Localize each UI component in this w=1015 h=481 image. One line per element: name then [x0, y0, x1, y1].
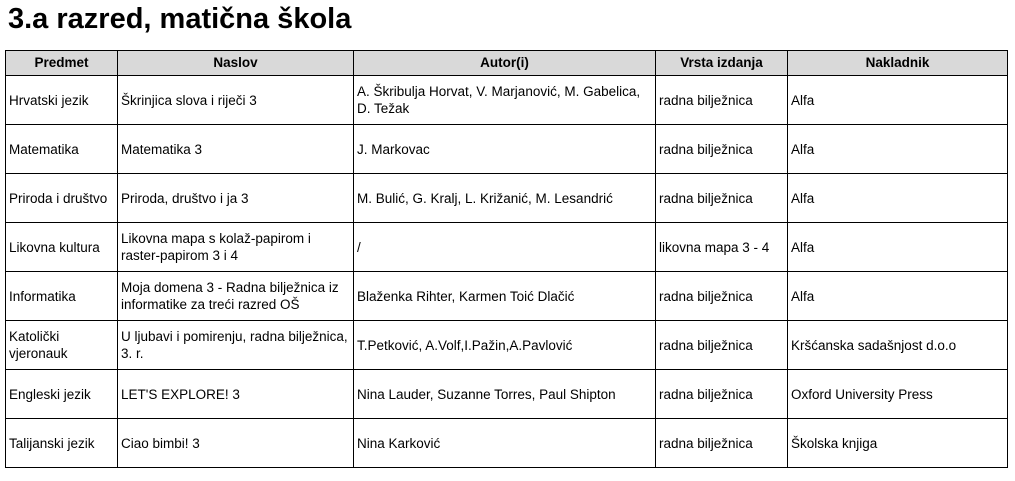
cell-naslov: LET'S EXPLORE! 3: [118, 370, 354, 419]
table-row: [6, 223, 1008, 272]
cell-naslov: Likovna mapa s kolaž-papirom i raster-papirom 3 i 4: [118, 223, 354, 272]
cell-vrsta-izdanja: radna bilježnica: [656, 174, 788, 223]
cell-autori: M. Bulić, G. Kralj, L. Križanić, M. Lesandrić: [354, 174, 656, 223]
cell-autori: A. Škribulja Horvat, V. Marjanović, M. Gabelica, D. Težak: [354, 76, 656, 125]
cell-naslov: Priroda, društvo i ja 3: [118, 174, 354, 223]
cell-predmet: Matematika: [6, 125, 118, 174]
table-row: [6, 76, 1008, 125]
cell-nakladnik: Alfa: [788, 125, 1008, 174]
cell-predmet: Katolički vjeronauk: [6, 321, 118, 370]
cell-naslov: Moja domena 3 - Radna bilježnica iz informatike za treći razred OŠ: [118, 272, 354, 321]
cell-autori: Blaženka Rihter, Karmen Toić Dlačić: [354, 272, 656, 321]
header-row: [6, 51, 1008, 76]
cell-nakladnik: Alfa: [788, 272, 1008, 321]
cell-predmet: Talijanski jezik: [6, 419, 118, 468]
cell-nakladnik: Alfa: [788, 223, 1008, 272]
cell-nakladnik: Alfa: [788, 174, 1008, 223]
page-title: 3.a razred, matična škola: [8, 3, 352, 35]
cell-autori: T.Petković, A.Volf,I.Pažin,A.Pavlović: [354, 321, 656, 370]
cell-vrsta-izdanja: radna bilježnica: [656, 125, 788, 174]
cell-vrsta-izdanja: radna bilježnica: [656, 419, 788, 468]
cell-predmet: Hrvatski jezik: [6, 76, 118, 125]
cell-autori: /: [354, 223, 656, 272]
table-row: [6, 125, 1008, 174]
cell-naslov: U ljubavi i pomirenju, radna bilježnica, 3. r.: [118, 321, 354, 370]
cell-nakladnik: Školska knjiga: [788, 419, 1008, 468]
cell-nakladnik: Oxford University Press: [788, 370, 1008, 419]
cell-autori: J. Markovac: [354, 125, 656, 174]
header-autori: Autor(i): [354, 51, 656, 76]
cell-predmet: Engleski jezik: [6, 370, 118, 419]
header-predmet: Predmet: [6, 51, 118, 76]
cell-naslov: Ciao bimbi! 3: [118, 419, 354, 468]
table-row: [6, 370, 1008, 419]
header-vrsta-izdanja: Vrsta izdanja: [656, 51, 788, 76]
cell-autori: Nina Lauder, Suzanne Torres, Paul Shipton: [354, 370, 656, 419]
header-nakladnik: Nakladnik: [788, 51, 1008, 76]
cell-naslov: Matematika 3: [118, 125, 354, 174]
cell-predmet: Priroda i društvo: [6, 174, 118, 223]
table-row: [6, 321, 1008, 370]
cell-vrsta-izdanja: radna bilježnica: [656, 272, 788, 321]
textbook-table: [5, 50, 1008, 468]
cell-nakladnik: Kršćanska sadašnjost d.o.o: [788, 321, 1008, 370]
cell-predmet: Likovna kultura: [6, 223, 118, 272]
cell-vrsta-izdanja: radna bilježnica: [656, 321, 788, 370]
cell-autori: Nina Karković: [354, 419, 656, 468]
cell-nakladnik: Alfa: [788, 76, 1008, 125]
cell-vrsta-izdanja: radna bilježnica: [656, 76, 788, 125]
table-row: [6, 174, 1008, 223]
cell-predmet: Informatika: [6, 272, 118, 321]
cell-vrsta-izdanja: radna bilježnica: [656, 370, 788, 419]
table-row: [6, 419, 1008, 468]
cell-naslov: Škrinjica slova i riječi 3: [118, 76, 354, 125]
cell-vrsta-izdanja: likovna mapa 3 - 4: [656, 223, 788, 272]
header-naslov: Naslov: [118, 51, 354, 76]
table-row: [6, 272, 1008, 321]
